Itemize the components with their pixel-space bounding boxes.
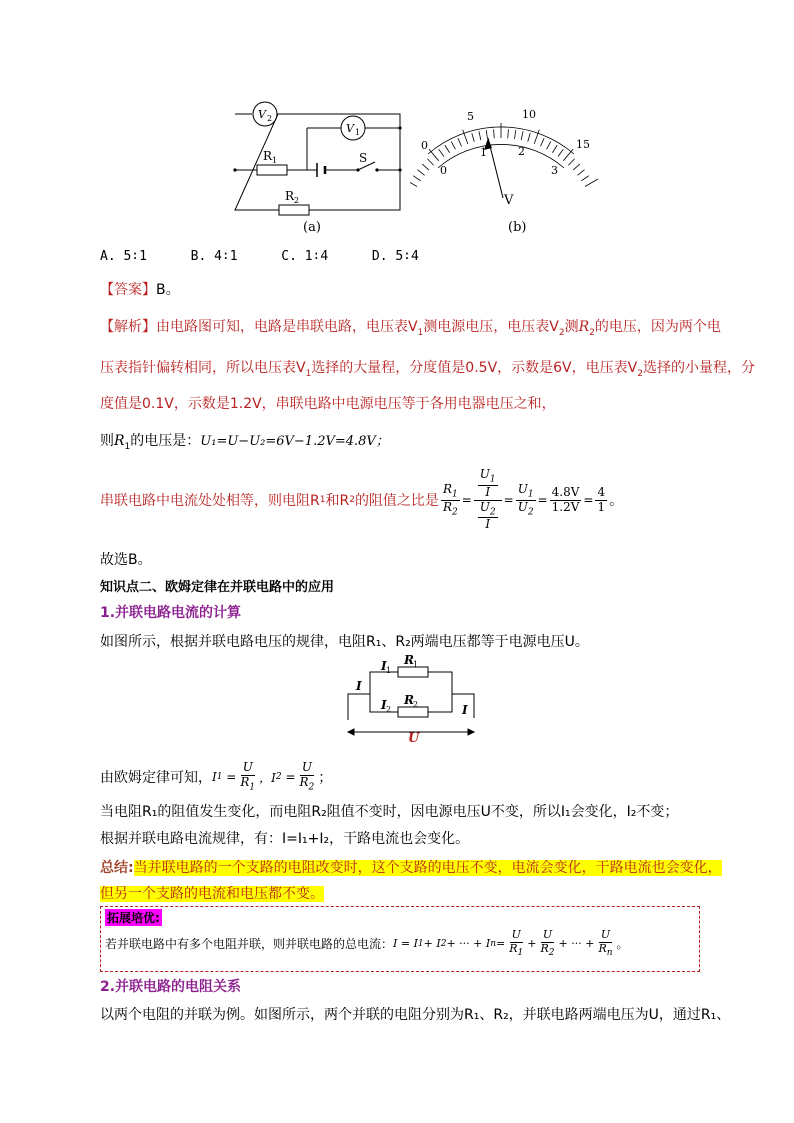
ratio-formula: $\frac{R_1}{R_2}$ = $\frac{\frac{U_1}{I}}{\frac{U_2}{I}}$ = $\frac{U_1}{U_2}$ = $\frac{4.8V}{1.2V}$ = $\frac{4}{1}$ bbox=[442, 466, 606, 532]
math-var: R bbox=[114, 433, 125, 449]
summary-tag: 总结: bbox=[100, 860, 134, 876]
subscript: 2 bbox=[349, 495, 355, 505]
option-c: C. 1∶4 bbox=[281, 249, 329, 264]
analysis-text: 的电压，因为两个电 bbox=[594, 319, 721, 335]
analysis-line-1 bbox=[100, 316, 721, 338]
analysis-text: 选择的小量程，分 bbox=[642, 360, 755, 376]
dial-tick bbox=[427, 159, 433, 165]
r1-sub-c: 1 bbox=[413, 660, 419, 669]
dial-tick bbox=[508, 129, 509, 138]
circuit-diagram-a bbox=[225, 92, 415, 222]
current-i1-sub: 1 bbox=[386, 666, 392, 675]
outer-tick-15: 15 bbox=[576, 138, 590, 151]
extension-text-body: 若并联电路中有多个电阻并联，则并联电路的总电流： bbox=[105, 937, 394, 952]
dial-tick bbox=[568, 159, 574, 165]
subscript: 1 bbox=[305, 368, 312, 379]
option-d: D. 5∶4 bbox=[371, 249, 419, 264]
equation: U₁=U−U₂=6V−1.2V=4.8V； bbox=[200, 434, 389, 449]
subscript: 2 bbox=[589, 327, 595, 338]
dial-tick bbox=[472, 133, 474, 142]
dial-tick bbox=[540, 138, 544, 146]
r2-sub-c: 2 bbox=[413, 700, 419, 709]
v2-label: V bbox=[258, 108, 266, 121]
analysis-line-2 bbox=[100, 357, 755, 379]
ohm-formulas: I 1 = $\frac{U}{R_1}$ ，I 2 = $\frac{U}{R_2}$ bbox=[212, 760, 315, 793]
paragraph-2 bbox=[100, 762, 332, 792]
r1-sub: 1 bbox=[272, 156, 278, 165]
v1-label: V bbox=[346, 122, 354, 135]
dial-tick bbox=[439, 149, 444, 156]
extension-title: 拓展培优: bbox=[107, 911, 160, 925]
answer-line bbox=[100, 279, 180, 299]
dial-tick bbox=[547, 141, 551, 149]
dial-tick bbox=[558, 149, 563, 156]
analysis-text: 和R bbox=[325, 493, 350, 509]
analysis-line-5 bbox=[100, 468, 623, 532]
analysis-line-4 bbox=[100, 430, 389, 452]
figure-a-caption: (a) bbox=[303, 220, 321, 235]
dial-tick bbox=[429, 149, 439, 160]
answer-value: B。 bbox=[156, 282, 180, 298]
v2-sub: 2 bbox=[267, 114, 273, 123]
paragraph-4: 根据并联电路电流规律，有：I=I₁+I₂，干路电流也会变化。 bbox=[100, 831, 470, 847]
figure-b-caption: (b) bbox=[508, 220, 527, 235]
dial-tick bbox=[514, 130, 515, 139]
options-row bbox=[100, 249, 419, 264]
analysis-text: 的阻值之比是 bbox=[354, 493, 439, 509]
dial-tick bbox=[451, 141, 455, 149]
current-i1-label: I bbox=[381, 659, 387, 673]
total-current-formula: I = I 1 + I 2 + ··· + I n = $\frac{U}{R_1}$ + $\frac{U}{R_2}$ + ··· + $\frac{U}{R_n}$ bbox=[393, 928, 613, 958]
dial-tick bbox=[494, 129, 495, 138]
subscript: 1 bbox=[417, 327, 424, 338]
current-i2-label: I bbox=[381, 698, 387, 712]
subsection-1-title: 1.并联电路电流的计算 bbox=[100, 605, 242, 621]
dial-tick bbox=[417, 170, 424, 176]
outer-tick-5: 5 bbox=[467, 110, 474, 123]
dial-tick bbox=[445, 145, 450, 153]
analysis-text: 串联电路中电流处处相等，则电阻R bbox=[100, 493, 320, 509]
inner-tick-3: 3 bbox=[551, 164, 558, 177]
subscript: 1 bbox=[124, 441, 131, 452]
inner-tick-0: 0 bbox=[440, 164, 447, 177]
dial-tick bbox=[581, 176, 588, 181]
voltage-u-label: U bbox=[408, 731, 420, 744]
switch-label: S bbox=[359, 151, 368, 165]
analysis-text: 由电路图可知，电路是串联电路，电压表V bbox=[156, 319, 418, 335]
conclusion: 故选B。 bbox=[100, 552, 152, 568]
dial-tick bbox=[577, 170, 584, 176]
outer-tick-10: 10 bbox=[522, 108, 536, 121]
summary-line-2 bbox=[100, 883, 324, 903]
analysis-text: 测电源电压，电压表V bbox=[423, 319, 559, 335]
dial-tick bbox=[573, 164, 580, 170]
inner-tick-2: 2 bbox=[518, 145, 525, 158]
v1-sub: 1 bbox=[355, 128, 361, 137]
voltmeter-dial-b bbox=[410, 100, 600, 215]
dial-tick bbox=[422, 164, 429, 170]
analysis-tag: 【解析】 bbox=[100, 319, 156, 335]
extension-text bbox=[105, 929, 629, 958]
answer-tag: 【答案】 bbox=[100, 282, 156, 298]
math-var: R bbox=[578, 319, 590, 335]
dial-tick bbox=[458, 138, 462, 146]
analysis-text: 则 bbox=[100, 433, 114, 449]
analysis-text: 选择的大量程，分度值是0.5V，示数是6V，电压表V bbox=[311, 360, 638, 376]
r2-label-c: R bbox=[404, 693, 414, 707]
semicolon: ； bbox=[318, 770, 333, 786]
paragraph-text: 由欧姆定律可知， bbox=[100, 770, 212, 786]
dial-tick bbox=[486, 130, 487, 139]
r2-sub: 2 bbox=[294, 196, 300, 205]
r1-label: R bbox=[263, 149, 273, 163]
extension-box bbox=[100, 906, 700, 972]
dial-tick bbox=[563, 149, 573, 160]
subsection-2-title: 2.并联电路的电阻关系 bbox=[100, 979, 242, 995]
paragraph-3: 当电阻R₁的阻值发生变化，而电阻R₂阻值不变时，因电源电压U不变，所以I₁会变化，I₂不变； bbox=[100, 804, 679, 820]
paragraph-1: 如图所示，根据并联电路电压的规律，电阻R₁、R₂两端电压都等于电源电压U。 bbox=[100, 634, 589, 650]
option-b: B. 4∶1 bbox=[190, 249, 238, 264]
inner-tick-1: 1 bbox=[480, 146, 487, 159]
analysis-line-3: 度值是0.1V，示数是1.2V，串联电路中电源电压等于各用电器电压之和， bbox=[100, 396, 556, 412]
dial-tick bbox=[479, 131, 481, 140]
dial-tick bbox=[528, 133, 530, 142]
current-i-right: I bbox=[462, 703, 468, 717]
subscript: 2 bbox=[558, 327, 565, 338]
r1-label-c: R bbox=[404, 653, 414, 667]
dial-tick bbox=[410, 179, 417, 187]
section-title: 知识点二、欧姆定律在并联电路中的应用 bbox=[100, 580, 335, 595]
analysis-text: 测 bbox=[564, 319, 579, 335]
subscript: 1 bbox=[319, 495, 326, 505]
dial-tick bbox=[552, 145, 557, 153]
summary-text-1: 当并联电路的一个支路的电阻改变时，这个支路的电压不变，电流会变化，干路电流也会变化， bbox=[133, 860, 722, 876]
dial-tick bbox=[585, 179, 598, 187]
analysis-text: 压表指针偏转相同，所以电压表V bbox=[100, 360, 306, 376]
option-a: A. 5∶1 bbox=[100, 249, 147, 264]
dial-tick bbox=[521, 131, 523, 140]
analysis-text: 的电压是： bbox=[130, 433, 201, 449]
dial-unit: V bbox=[504, 193, 514, 208]
subscript: 2 bbox=[637, 368, 643, 379]
paragraph-5: 以两个电阻的并联为例。如图所示，两个并联的电阻分别为R₁、R₂，并联电路两端电压为U，通过R₁、 bbox=[100, 1007, 731, 1023]
r2-label: R bbox=[285, 189, 295, 203]
dial-tick bbox=[413, 176, 420, 181]
period: 。 bbox=[616, 937, 629, 952]
current-i-left: I bbox=[356, 679, 362, 693]
current-i2-sub: 2 bbox=[386, 705, 392, 714]
outer-tick-0: 0 bbox=[421, 139, 428, 152]
summary-line-1 bbox=[100, 857, 722, 877]
parallel-circuit-diagram bbox=[340, 652, 490, 744]
period: 。 bbox=[609, 493, 624, 509]
summary-text-2: 但另一个支路的电流和电压都不变。 bbox=[100, 886, 324, 902]
